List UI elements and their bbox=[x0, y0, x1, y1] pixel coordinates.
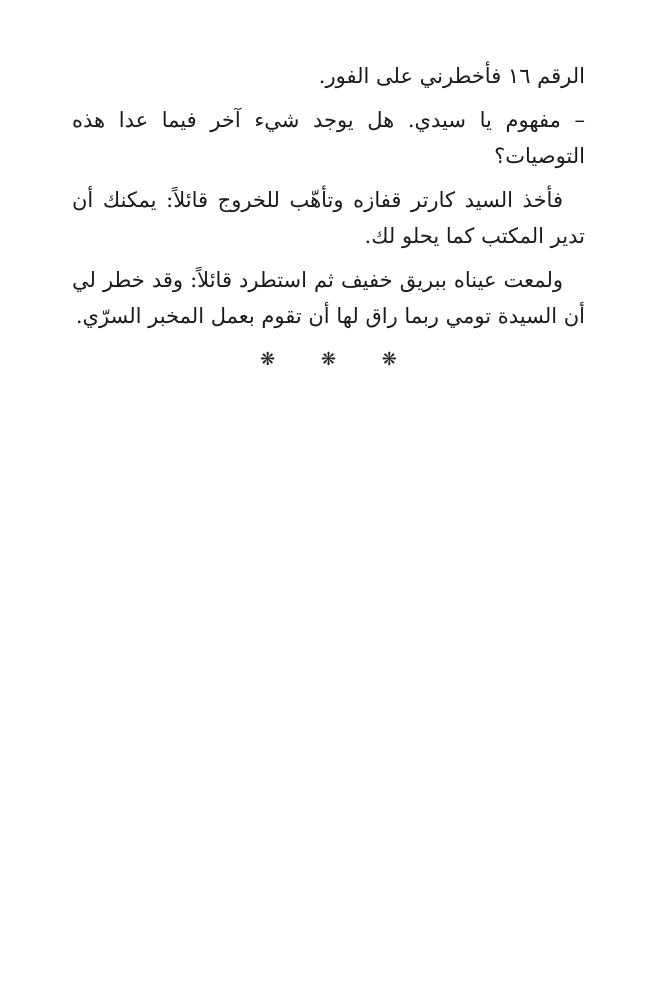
paragraph-3: فأخذ السيد كارتر قفازه وتأهّب للخروج قائلاً: يمكنك أن تدير المكتب كما يحلو لك. bbox=[72, 188, 585, 248]
document-page bbox=[72, 58, 585, 378]
paragraph-4: ولمعت عيناه ببريق خفيف ثم استطرد قائلاً: وقد خطر لي أن السيدة تومي ربما راق لها أن تقوم بعمل المخبر السرّي. bbox=[72, 268, 585, 328]
section-separator: ❋ ❋ ❋ bbox=[260, 349, 417, 370]
paragraph-2: – مفهوم يا سيدي. هل يوجد شيء آخر فيما عدا هذه التوصيات؟ bbox=[72, 108, 585, 168]
paragraph-1: الرقم ١٦ فأخطرني على الفور. bbox=[318, 64, 585, 88]
